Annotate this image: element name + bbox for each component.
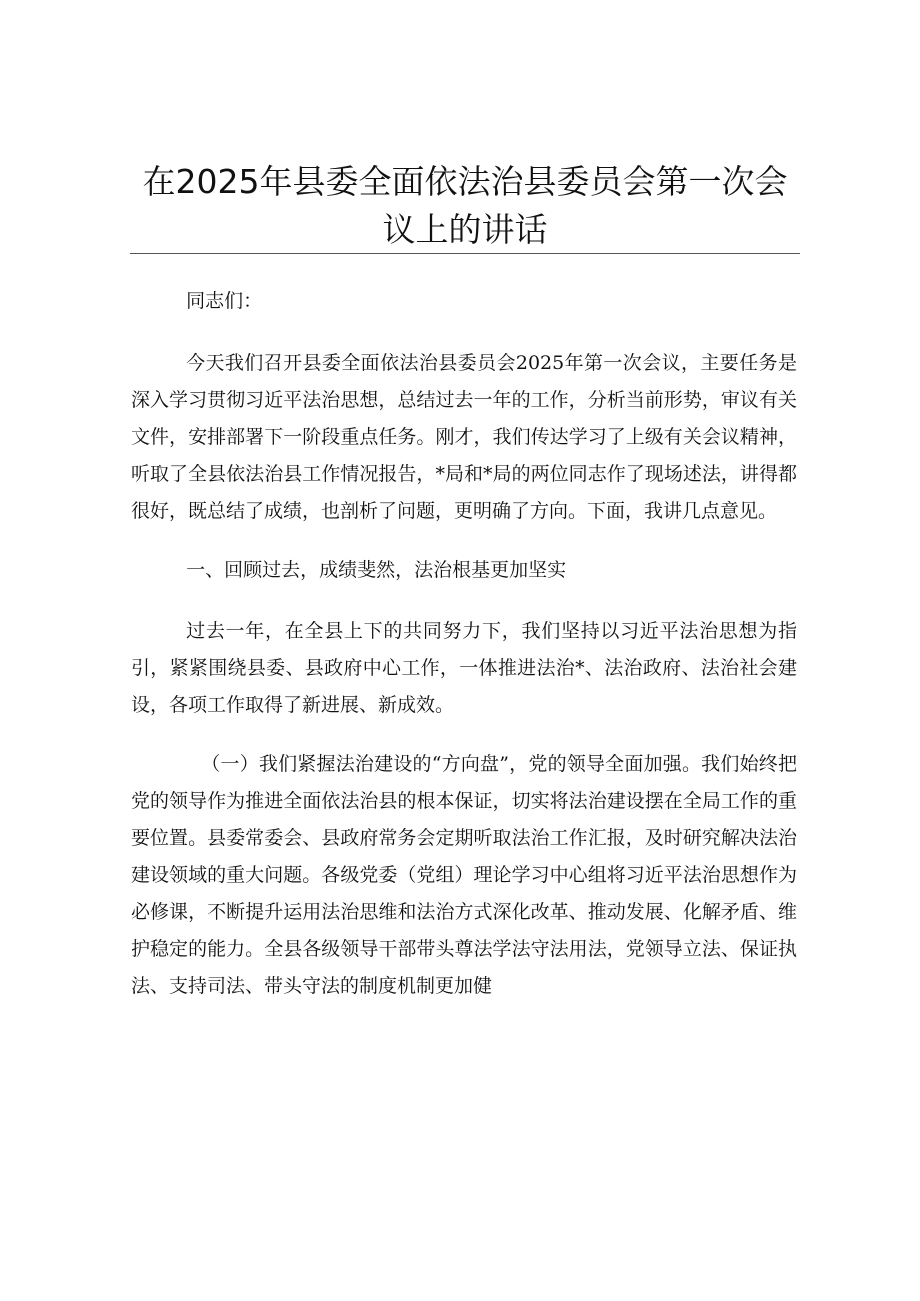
section-heading-1: 一、回顾过去，成绩斐然，法治根基更加坚实 xyxy=(186,559,567,581)
greeting-paragraph: 同志们： xyxy=(186,290,263,312)
summary-paragraph: 过去一年，在全县上下的共同努力下，我们坚持以习近平法治思想为指引，紧紧围绕县委、县政府中心工作，一体推进法治*、法治政府、法治社会建设，各项工作取得了新进展、新成效。 xyxy=(131,620,797,716)
title-line-1: 在2025年县委全面依法治县委员会第一次会 xyxy=(142,162,788,201)
title-line-2: 议上的讲话 xyxy=(382,210,548,249)
opening-paragraph: 今天我们召开县委全面依法治县委员会2025年第一次会议，主要任务是深入学习贯彻习近平法治思想，总结过去一年的工作，分析当前形势，审议有关文件，安排部署下一阶段重点任务。刚才，我们传达学习了上级有关会议精神，听取了全县依法治县工作情况报告，*局和*局的两位同志作了现场述法，讲得都很好，既总结了成绩，也剖析了问题，更明确了方向。下面，我讲几点意见。 xyxy=(131,352,797,522)
title-underline-divider xyxy=(130,253,800,254)
subsection-paragraph-1: （一）我们紧握法治建设的“方向盘”，党的领导全面加强。我们始终把党的领导作为推进全面依法治县的根本保证，切实将法治建设摆在全局工作的重要位置。县委常委会、县政府常务会定期听取法治工作汇报，及时研究解决法治建设领域的重大问题。各级党委（党组）理论学习中心组将习近平法治思想作为必修课，不断提升运用法治思维和法治方式深化改革、推动发展、化解矛盾、维护稳定的能力。全县各级领导干部带头尊法学法守法用法，党领导立法、保证执法、支持司法、带头守法的制度机制更加健 xyxy=(131,753,797,997)
document-body xyxy=(131,283,797,1027)
document-title xyxy=(130,158,800,254)
